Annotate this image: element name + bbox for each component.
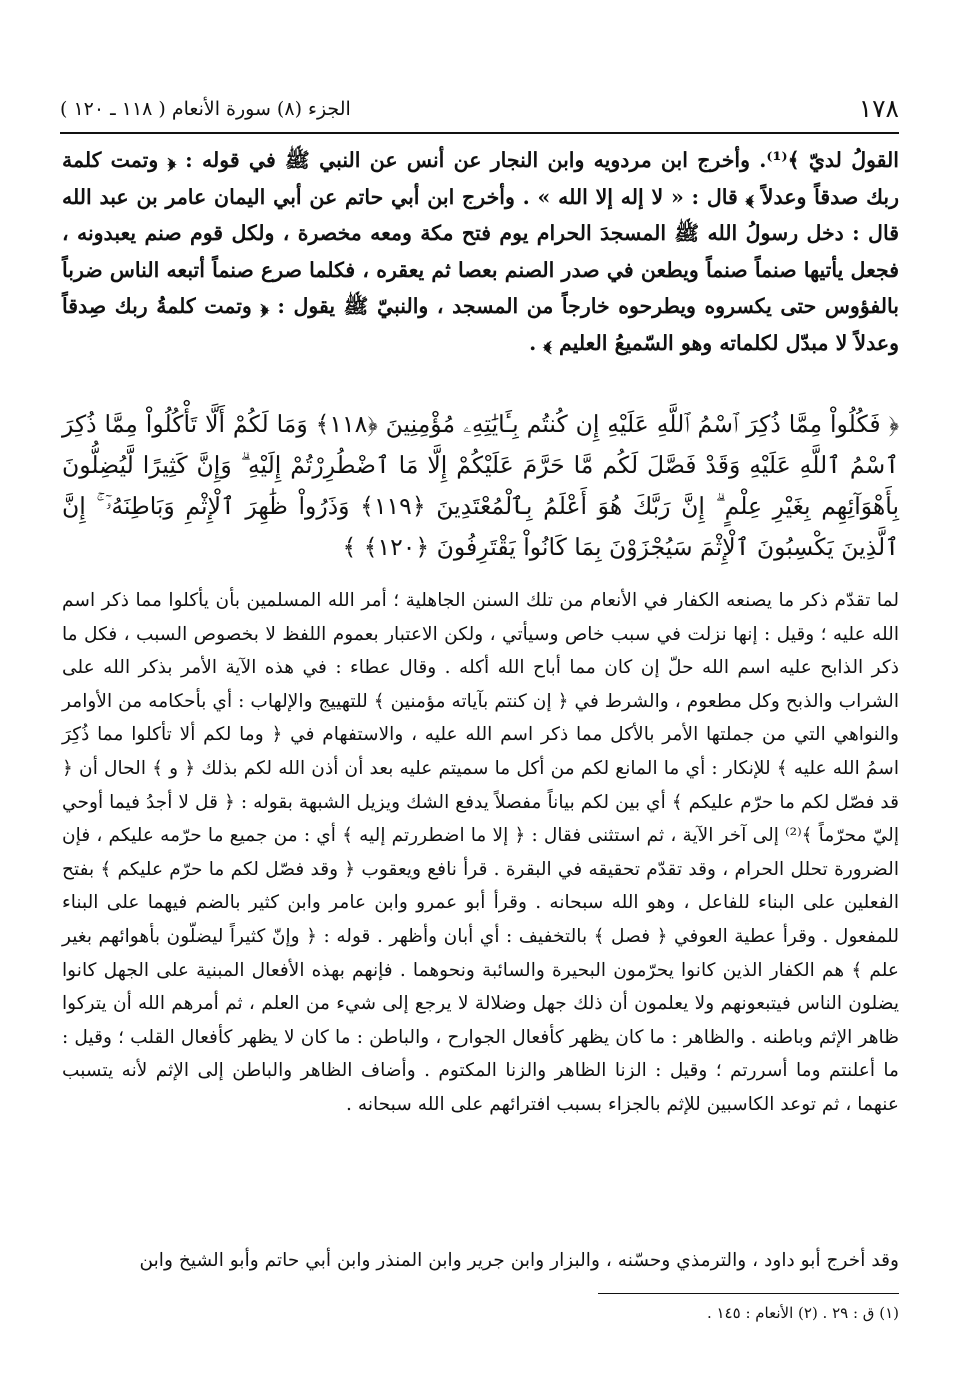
page-number: ١٧٨ [858,94,899,123]
footnote-divider [598,1293,899,1294]
commentary-paragraph: لما تقدّم ذكر ما يصنعه الكفار في الأنعام من تلك السنن الجاهلية ؛ أمر الله المسلمين بأن يأكلوا مما ذكر اسم الله عليه ؛ وقيل : إنها نزلت في سبب خاص وسيأتي ، ولكن الاعتبار بعموم اللفظ لا بخصوص السبب ، فكل ما ذكر الذابح عليه اسم الله حلّ إن كان مما أباح الله أكله . وقال عطاء : في هذه الآية الأمر بذكر الله على الشراب والذبح وكل مطعوم ، والشرط في ﴿ إن كنتم بآياته مؤمنين ﴾ للتهييج والإلهاب : أي بأحكامه من الأوامر والنواهي التي من جملتها الأمر بالأكل مما ذكر اسم الله عليه ، والاستفهام في ﴿ وما لكم ألا تأكلوا مما ذُكِرَ اسمُ الله عليه ﴾ للإنكار : أي ما المانع لكم من أكل ما سميتم عليه بعد أن أذن الله لكم بذلك ﴿ و ﴾ الحال أن ﴿ قد فصّل لكم ما حرّم عليكم ﴾ أي بين لكم بياناً مفصلاً يدفع الشك ويزيل الشبهة بقوله : ﴿ قل لا أجدُ فيما أوحي إليّ محرّماً ﴾⁽²⁾ إلى آخر الآية ، ثم استثنى فقال : ﴿ إلا ما اضطررتم إليه ﴾ أي : من جميع ما حرّمه عليكم ، فإن الضرورة تحلل الحرام ، وقد تقدّم تحقيقه في البقرة . قرأ نافع ويعقوب ﴿ وقد فصّل لكم ما حرّم عليكم ﴾ بفتح الفعلين على البناء للفاعل ، وهو الله سبحانه . وقرأ أبو عمرو وابن عامر وابن كثير بالضم فيهما على البناء للمفعول . وقرأ عطية العوفي ﴿ فصل ﴾ بالتخفيف : أي أبان وأظهر . قوله : ﴿ وإنّ كثيراً ليضلّون بأهوائهم بغير علم ﴾ هم الكفار الذين كانوا يحرّمون البحيرة والسائبة ونحوهما . فإنهم بهذه الأفعال المبنية على الجهل كانوا يضلون الناس فيتبعونهم ولا يعلمون أن ذلك جهل وضلالة لا يرجع إلى شيء من العلم ، ثم أمرهم الله أن يتركوا ظاهر الإثم وباطنه . والظاهر : ما كان يظهر كأفعال الجوارح ، والباطن : ما كان لا يظهر كأفعال القلب ؛ وقيل : ما أعلنتم وما أسررتم ؛ وقيل : الزنا الظاهر والزنا المكتوم . وأضاف الظاهر والباطن إلى الإثم لأنه يتسبب عنهما ، ثم توعد الكاسبين للإثم بالجزاء بسبب افترائهم على الله سبحانه . [62,590,900,1115]
intro-paragraph: القولُ لديّ ﴾⁽¹⁾. وأخرج ابن مردويه وابن النجار عن أنس عن النبي ﷺ في قوله : ﴿ وتمت كلمة ربك صدقاً وعدلاً ﴾ قال : « لا إله إلا الله » . وأخرج ابن أبي حاتم عن أبي اليمان عامر بن عبد الله قال : دخل رسولُ الله ﷺ المسجدَ الحرام يوم فتح مكة ومعه مخصرة ، ولكل قوم صنم يعبدونه ، فجعل يأتيها صنماً صنماً ويطعن في صدر الصنم بعصا ثم يعقره ، فكلما صرع صنماً أتبعه الناس ضرباً بالفؤوس حتى يكسروه ويطرحوه خارجاً من المسجد ، والنبيّ ﷺ يقول : ﴿ وتمت كلمةُ ربك صِدقاً وعدلاً لا مبدّل لكلماته وهو السّميعُ العليم ﴾ . [62,148,899,355]
header-title: الجزء (٨) سورة الأنعام ( ١١٨ ـ ١٢٠ ) [60,98,351,120]
quran-verse-block: ﴿ فَكُلُواْ مِمَّا ذُكِرَ ٱسْمُ ٱللَّهِ عَلَيْهِ إِن كُنتُم بِـَٔايَٰتِهِۦ مُؤْمِنِينَ ﴿١١٨﴾ وَمَا لَكُمْ أَلَّا تَأْكُلُواْ مِمَّا ذُكِرَ ٱسْمُ ٱللَّهِ عَلَيْهِ وَقَدْ فَصَّلَ لَكُم مَّا حَرَّمَ عَلَيْكُمْ إِلَّا مَا ٱضْطُرِرْتُمْ إِلَيْهِ ۗ وَإِنَّ كَثِيرًا لَّيُضِلُّونَ بِأَهْوَآئِهِم بِغَيْرِ عِلْمٍ ۗ إِنَّ رَبَّكَ هُوَ أَعْلَمُ بِٱلْمُعْتَدِينَ ﴿١١٩﴾ وَذَرُواْ ظَٰهِرَ ٱلْإِثْمِ وَبَاطِنَهُۥٓ ۚ إِنَّ ٱلَّذِينَ يَكْسِبُونَ ٱلْإِثْمَ سَيُجْزَوْنَ بِمَا كَانُواْ يَقْتَرِفُونَ ﴿١٢٠﴾ ﴾ [62,410,899,561]
footnotes: (١) ق : ٢٩ . (٢) الأنعام : ١٤٥ . [706,1304,899,1322]
closing-paragraph: وقد أخرج أبو داود ، والترمذي وحسّنه ، والبزار وابن جرير وابن المنذر وابن أبي حاتم وأبو الشيخ وابن [139,1250,899,1271]
header-divider [60,132,899,134]
running-header [60,92,899,132]
